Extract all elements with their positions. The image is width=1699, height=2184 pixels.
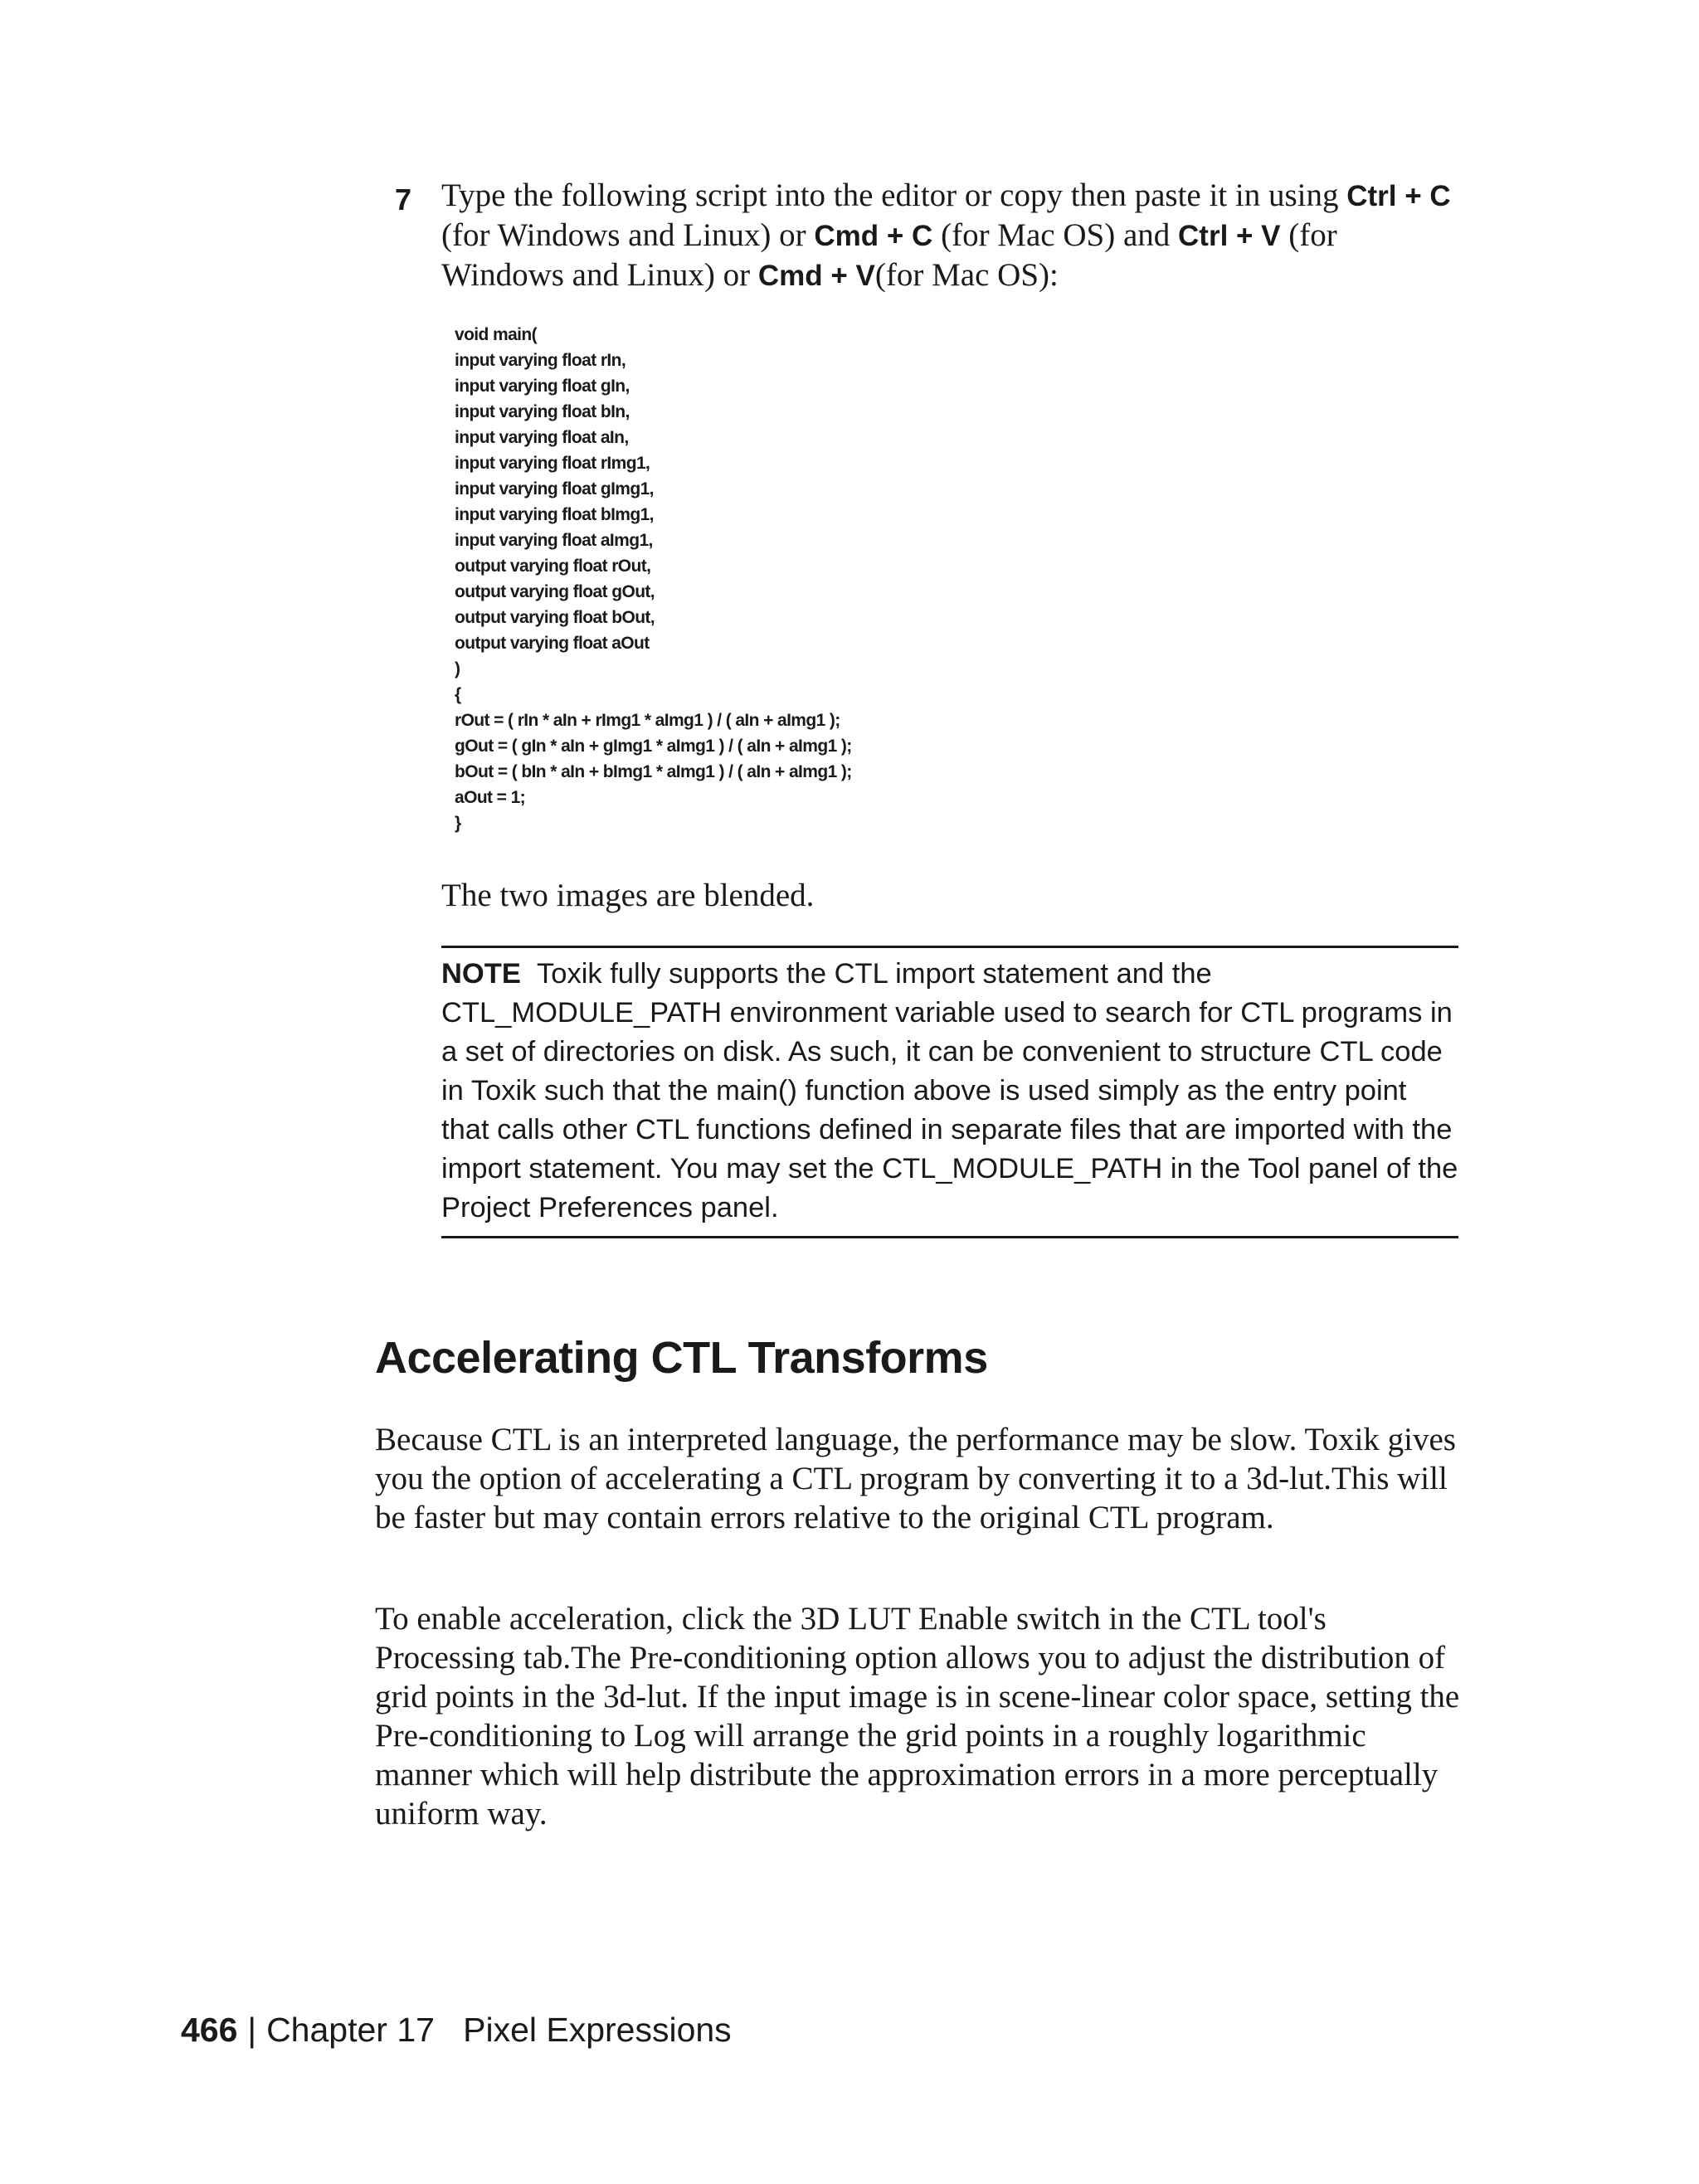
shortcut-copy-mac: Cmd + C xyxy=(814,220,933,252)
code-line: void main( xyxy=(455,325,538,344)
code-line: input varying float rIn, xyxy=(455,351,626,370)
code-line: input varying float rImg1, xyxy=(455,454,650,473)
instruction-text: Type the following script into the editor or copy then paste it in using xyxy=(441,178,1347,213)
step-number: 7 xyxy=(395,182,412,216)
code-line: output varying float bOut, xyxy=(455,608,655,627)
note-label: NOTE xyxy=(441,958,521,990)
blend-result-text: The two images are blended. xyxy=(441,878,815,913)
code-line: } xyxy=(455,814,461,833)
code-line: output varying float rOut, xyxy=(455,557,651,576)
instruction-text: (for Windows and Linux) or xyxy=(441,217,1337,293)
code-line: gOut = ( gIn * aIn + gImg1 * aImg1 ) / ( aIn + aImg1 ); xyxy=(455,737,852,756)
step-instruction xyxy=(441,176,1465,295)
chapter-title: Chapter 17 Pixel Expressions xyxy=(266,2011,732,2049)
body-paragraph: Because CTL is an interpreted language, the performance may be slow. Toxik gives you the option of accelerating a CTL program by converting it to a 3d-lut.This will be faster but may contain errors relative to the original CTL program. xyxy=(375,1422,1456,1535)
code-line: input varying float bIn, xyxy=(455,402,630,421)
section-heading: Accelerating CTL Transforms xyxy=(375,1333,988,1383)
instruction-text: (for Mac OS) and xyxy=(932,217,1179,253)
instruction-text: (for Windows and Linux) or xyxy=(441,217,815,253)
shortcut-paste-windows: Ctrl + V xyxy=(1178,220,1281,252)
shortcut-paste-mac: Cmd + V xyxy=(757,260,875,292)
code-line: ) xyxy=(455,659,460,679)
ctl-script-code xyxy=(455,322,852,836)
code-line: input varying float aImg1, xyxy=(455,531,653,550)
footer-separator: | xyxy=(247,2011,257,2049)
code-line: input varying float gImg1, xyxy=(455,479,654,499)
code-line: output varying float aOut xyxy=(455,634,650,653)
code-line: rOut = ( rIn * aIn + rImg1 * aImg1 ) / ( aIn + aImg1 ); xyxy=(455,711,840,730)
code-line: input varying float bImg1, xyxy=(455,505,654,524)
body-paragraph: To enable acceleration, click the 3D LUT Enable switch in the CTL tool's Processing tab.The Pre-conditioning option allows you to adjust the distribution of grid points in the 3d-lut. If the input image is in scene-linear color space, setting the Pre-conditioning to Log will arrange the grid points in a roughly logarithmic manner which will help distribute the approximation errors in a more perceptually uniform way. xyxy=(375,1601,1460,1831)
code-line: input varying float aIn, xyxy=(455,428,629,447)
shortcut-copy-windows: Ctrl + C xyxy=(1346,180,1451,212)
instruction-text: (for Mac OS): xyxy=(874,257,1059,293)
page-footer xyxy=(181,2011,732,2050)
page-number: 466 xyxy=(181,2011,238,2049)
code-line: aOut = 1; xyxy=(455,788,526,807)
code-line: { xyxy=(455,685,461,704)
code-line: input varying float gIn, xyxy=(455,377,630,396)
note-text: Toxik fully supports the CTL import statement and the CTL_MODULE_PATH environment variable used to search for CTL programs in a set of directories on disk. As such, it can be convenient to structure CTL code in Toxik such that the main() function above is used simply as the entry point that calls other CTL functions defined in separate files that are imported with the import statement. You may set the CTL_MODULE_PATH in the Tool panel of the Project Preferences panel. xyxy=(441,958,1458,1223)
note-box xyxy=(441,946,1458,1238)
code-line: bOut = ( bIn * aIn + bImg1 * aImg1 ) / ( aIn + aImg1 ); xyxy=(455,762,852,781)
code-line: output varying float gOut, xyxy=(455,582,655,601)
